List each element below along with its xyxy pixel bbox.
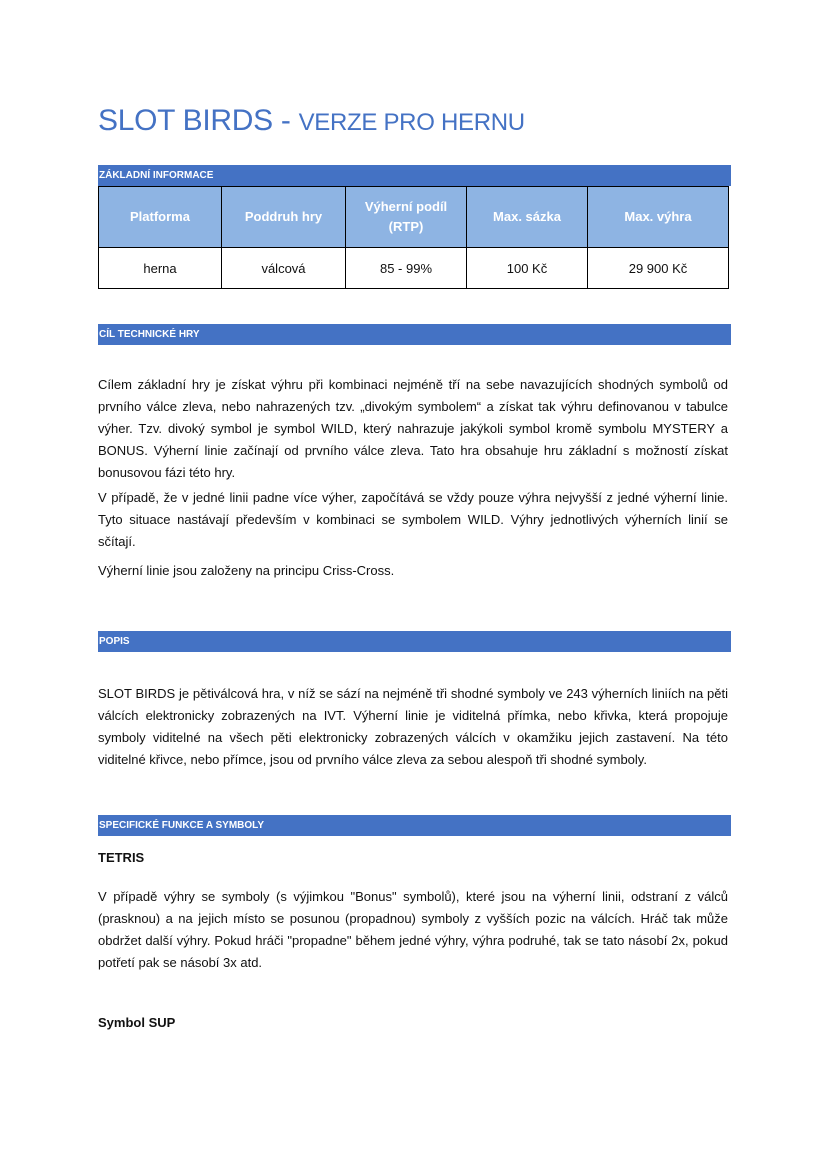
cell-max-win: 29 900 Kč bbox=[588, 248, 729, 289]
symbol-sup-heading: Symbol SUP bbox=[98, 1015, 176, 1030]
section-band-basic-info: ZÁKLADNÍ INFORMACE bbox=[98, 165, 731, 186]
title-subtitle: VERZE PRO HERNU bbox=[298, 109, 525, 136]
document-title bbox=[98, 104, 525, 138]
header-subtype: Poddruh hry bbox=[222, 187, 346, 248]
cell-platform: herna bbox=[99, 248, 222, 289]
section-band-features: SPECIFICKÉ FUNKCE A SYMBOLY bbox=[98, 815, 731, 836]
header-max-win: Max. výhra bbox=[588, 187, 729, 248]
section-band-description: POPIS bbox=[98, 631, 731, 652]
goal-paragraph-1: Cílem základní hry je získat výhru při kombinaci nejméně tří na sebe navazujících shodných symbolů od prvního válce zleva, nebo nahrazených tzv. „divokým symbolem“ a získat tak výhru definovanou v tabulce výher. Tzv. divoký symbol je symbol WILD, který nahrazuje jakýkoli symbol kromě symbolu MYSTERY a BONUS. Výherní linie začínají od prvního válce zleva. Tato hra obsahuje hru základní s možností získat bonusovou fázi této hry. bbox=[98, 377, 728, 480]
tetris-paragraph: V případě výhry se symboly (s výjimkou "Bonus" symbolů), které jsou na výherní linii, odstraní z válců (prasknou) a na jejich místo se posunou (propadnou) symboly z vyšších pozic na válcích. Hráč tak může obdržet další výhry. Pokud hráči "propadne" během jedné výhry, výhra podruhé, tak se tato násobí 2x, pokud potřetí pak se násobí 3x atd. bbox=[98, 889, 728, 970]
header-platform: Platforma bbox=[99, 187, 222, 248]
info-table bbox=[98, 186, 729, 289]
title-main: SLOT BIRDS - bbox=[98, 104, 299, 137]
header-max-bet: Max. sázka bbox=[467, 187, 588, 248]
tetris-heading: TETRIS bbox=[98, 850, 145, 865]
cell-rtp: 85 - 99% bbox=[346, 248, 467, 289]
info-table-row bbox=[99, 248, 729, 289]
description-paragraph: SLOT BIRDS je pětiválcová hra, v níž se sází na nejméně tři shodné symboly ve 243 výherních liniích na pěti válcích elektronicky zobrazených na IVT. Výherní linie je viditelná přímka, nebo křivka, která propojuje symboly viditelné na všech pěti elektronicky zobrazených válcích v okamžiku jejich zastavení. Na této viditelné křivce, nebo přímce, jsou od prvního válce zleva za sebou alespoň tři shodné symboly. bbox=[98, 686, 728, 767]
goal-paragraph-3: Výherní linie jsou založeny na principu Criss-Cross. bbox=[98, 563, 395, 578]
cell-max-bet: 100 Kč bbox=[467, 248, 588, 289]
section-band-goal: CÍL TECHNICKÉ HRY bbox=[98, 324, 731, 345]
header-rtp: Výherní podíl (RTP) bbox=[346, 187, 467, 248]
goal-paragraph-2: V případě, že v jedné linii padne více výher, započítává se vždy pouze výhra nejvyšší z jedné výherní linie. Tyto situace nastávají především v kombinaci se symbolem WILD. Výhry jednotlivých výherních linií se sčítají. bbox=[98, 490, 728, 549]
cell-subtype: válcová bbox=[222, 248, 346, 289]
info-table-header-row bbox=[99, 187, 729, 248]
